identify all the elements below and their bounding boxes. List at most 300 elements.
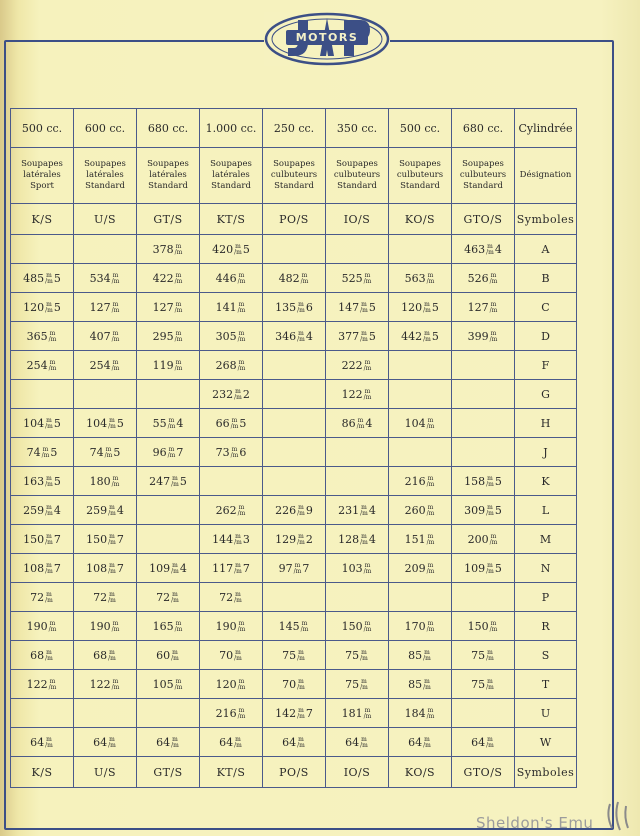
dimension-mm-value: 563 [404, 271, 426, 285]
dimension-cell [200, 699, 263, 728]
dimension-mm-value: 64 [156, 735, 171, 749]
dimension-tenths-value: 5 [53, 271, 61, 285]
dimension-mm-value: 122 [26, 677, 48, 691]
dimension-cell [200, 264, 263, 293]
dimension-cell [389, 409, 452, 438]
unit-mm: m /m [230, 445, 239, 459]
dimension-cell [389, 699, 452, 728]
dimension-cell [74, 583, 137, 612]
dimension-cell [11, 525, 74, 554]
engine-dimensions-table [10, 108, 577, 788]
unit-mm: m /m [360, 329, 368, 343]
dimension-mm-value: 485 [23, 271, 45, 285]
dimension-cell [389, 438, 452, 467]
designation-cell [200, 148, 263, 204]
unit-mm: m /m [363, 619, 372, 633]
dimension-mm-value: 128 [338, 532, 360, 546]
dimension-cell [326, 554, 389, 583]
dimension-mm-value: 72 [156, 590, 171, 604]
unit-mm: m /m [426, 271, 435, 285]
dimension-row [11, 583, 577, 612]
dimension-cell [326, 264, 389, 293]
unit-mm: m /m [234, 735, 242, 749]
dimension-cell [326, 699, 389, 728]
dimension-cell [452, 264, 515, 293]
unit-mm: m /m [423, 735, 431, 749]
designation-line: Soupapes [336, 159, 378, 169]
symbol-row-cell: IO/S [326, 204, 389, 235]
unit-mm: m /m [111, 474, 120, 488]
dimension-mm-value: 120 [23, 300, 45, 314]
dimension-cell [452, 293, 515, 322]
dimension-cell [11, 235, 74, 264]
dimension-mm-value: 446 [215, 271, 237, 285]
unit-mm: m /m [45, 300, 53, 314]
dimension-mm-value: 75 [471, 648, 486, 662]
dimension-letter: C [515, 293, 577, 322]
unit-mm: m /m [489, 619, 498, 633]
dimension-letter: W [515, 728, 577, 757]
unit-mm: m /m [486, 561, 494, 575]
unit-mm: m /m [300, 619, 309, 633]
dimension-row [11, 554, 577, 583]
unit-mm: m /m [426, 416, 435, 430]
dimension-mm-value: 378 [152, 242, 174, 256]
dimension-letter: D [515, 322, 577, 351]
unit-mm: m /m [423, 677, 431, 691]
dimension-mm-value: 86 [341, 416, 356, 430]
dimension-mm-value: 151 [404, 532, 426, 546]
unit-mm: m /m [363, 387, 372, 401]
dimension-cell [137, 351, 200, 380]
dimension-row [11, 670, 577, 699]
dimension-cell [200, 380, 263, 409]
unit-mm: m /m [45, 590, 53, 604]
dimension-row [11, 728, 577, 757]
dimension-cell [263, 322, 326, 351]
unit-mm: m /m [167, 445, 176, 459]
dimension-cell [137, 380, 200, 409]
dimension-cell [200, 670, 263, 699]
dimension-mm-value: 377 [338, 329, 360, 343]
unit-mm: m /m [360, 532, 368, 546]
dimension-mm-value: 104 [86, 416, 108, 430]
unit-mm: m /m [111, 358, 120, 372]
dimension-cell [74, 699, 137, 728]
unit-mm: m /m [297, 532, 305, 546]
dimension-cell [263, 293, 326, 322]
dimension-cell [389, 525, 452, 554]
unit-mm: m /m [297, 706, 305, 720]
capacity-row [11, 109, 577, 148]
designation-line: Standard [85, 181, 125, 191]
designation-line: Soupapes [399, 159, 441, 169]
dimension-cell [137, 612, 200, 641]
dimension-cell [74, 322, 137, 351]
dimension-cell [389, 612, 452, 641]
dimension-mm-value: 346 [275, 329, 297, 343]
dimension-mm-value: 68 [93, 648, 108, 662]
dimension-cell [74, 525, 137, 554]
dimension-cell [74, 496, 137, 525]
dimension-cell [200, 525, 263, 554]
dimension-cell [74, 235, 137, 264]
symbol-row-cell: Symboles [515, 204, 577, 235]
designation-line: latérales [149, 170, 187, 180]
dimension-mm-value: 75 [345, 677, 360, 691]
capacity-row-cell: 500 cc. [11, 109, 74, 148]
dimension-tenths-value: 2 [242, 387, 250, 401]
dimension-tenths-value: 4 [494, 242, 502, 256]
dimension-mm-value: 399 [467, 329, 489, 343]
unit-mm: m /m [171, 561, 179, 575]
symbol-row-cell: GT/S [137, 204, 200, 235]
dimension-mm-value: 105 [152, 677, 174, 691]
dimension-mm-value: 122 [341, 387, 363, 401]
dimension-mm-value: 165 [152, 619, 174, 633]
dimension-cell [263, 380, 326, 409]
designation-line: Standard [148, 181, 188, 191]
symbol-row-cell: KO/S [389, 204, 452, 235]
unit-mm: m /m [111, 329, 120, 343]
dimension-cell [11, 409, 74, 438]
dimension-cell [263, 235, 326, 264]
unit-mm: m /m [237, 329, 246, 343]
dimension-cell [200, 235, 263, 264]
dimension-mm-value: 420 [212, 242, 234, 256]
unit-mm: m /m [360, 677, 368, 691]
unit-mm: m /m [45, 648, 53, 662]
dimension-mm-value: 64 [93, 735, 108, 749]
dimension-mm-value: 534 [89, 271, 111, 285]
jap-motors-logo [264, 12, 390, 66]
symbol-row-cell: K/S [11, 204, 74, 235]
dimension-mm-value: 150 [86, 532, 108, 546]
dimension-mm-value: 526 [467, 271, 489, 285]
dimension-mm-value: 127 [152, 300, 174, 314]
dimension-cell [326, 612, 389, 641]
unit-mm: m /m [423, 300, 431, 314]
unit-mm: m /m [108, 735, 116, 749]
dimension-mm-value: 200 [467, 532, 489, 546]
dimension-cell [389, 670, 452, 699]
unit-mm: m /m [426, 503, 435, 517]
dimension-tenths-value: 4 [179, 561, 187, 575]
dimension-mm-value: 190 [89, 619, 111, 633]
unit-mm: m /m [174, 677, 183, 691]
dimension-cell [452, 380, 515, 409]
dimension-cell [389, 583, 452, 612]
unit-mm: m /m [489, 271, 498, 285]
dimension-cell [11, 496, 74, 525]
dimension-mm-value: 119 [152, 358, 174, 372]
designation-line: latérales [23, 170, 61, 180]
unit-mm: m /m [234, 532, 242, 546]
dimension-cell [326, 438, 389, 467]
designation-line: Standard [400, 181, 440, 191]
symbol-row-cell: U/S [74, 204, 137, 235]
dimension-cell [137, 264, 200, 293]
dimension-cell [200, 612, 263, 641]
dimension-cell [389, 293, 452, 322]
capacity-row-cell: 680 cc. [137, 109, 200, 148]
dimension-mm-value: 75 [471, 677, 486, 691]
dimension-mm-value: 127 [467, 300, 489, 314]
dimension-cell [137, 496, 200, 525]
dimension-cell [263, 728, 326, 757]
designation-line: Soupapes [84, 159, 126, 169]
designation-cell [515, 148, 577, 204]
unit-mm: m /m [356, 416, 365, 430]
footer-symbol-row-cell: PO/S [263, 757, 326, 788]
dimension-cell [11, 670, 74, 699]
dimension-mm-value: 163 [23, 474, 45, 488]
dimension-cell [389, 467, 452, 496]
dimension-cell [263, 641, 326, 670]
dimension-mm-value: 120 [215, 677, 237, 691]
dimension-cell [11, 641, 74, 670]
dimension-row [11, 525, 577, 554]
unit-mm: m /m [237, 706, 246, 720]
dimension-cell [389, 641, 452, 670]
unit-mm: m /m [171, 735, 179, 749]
designation-cell [74, 148, 137, 204]
dimension-tenths-value: 5 [53, 416, 61, 430]
dimension-mm-value: 64 [408, 735, 423, 749]
designation-line: Soupapes [21, 159, 63, 169]
unit-mm: m /m [108, 532, 116, 546]
dimension-mm-value: 190 [215, 619, 237, 633]
dimension-row [11, 641, 577, 670]
dimension-tenths-value: 5 [368, 300, 376, 314]
dimension-row [11, 438, 577, 467]
dimension-letter: M [515, 525, 577, 554]
dimension-mm-value: 422 [152, 271, 174, 285]
symbol-row-cell: GTO/S [452, 204, 515, 235]
unit-mm: m /m [489, 329, 498, 343]
dimension-mm-value: 64 [219, 735, 234, 749]
dimension-tenths-value: 4 [368, 532, 376, 546]
unit-mm: m /m [489, 532, 498, 546]
dimension-cell [389, 351, 452, 380]
dimension-mm-value: 122 [89, 677, 111, 691]
dimension-mm-value: 117 [212, 561, 234, 575]
dimension-cell [137, 235, 200, 264]
unit-mm: m /m [426, 474, 435, 488]
dimension-tenths-value: 4 [305, 329, 313, 343]
dimension-cell [137, 583, 200, 612]
designation-cell [452, 148, 515, 204]
designation-line: Standard [211, 181, 251, 191]
unit-mm: m /m [48, 677, 57, 691]
unit-mm: m /m [104, 445, 113, 459]
capacity-row-cell: 680 cc. [452, 109, 515, 148]
dimension-mm-value: 144 [212, 532, 234, 546]
dimension-mm-value: 72 [93, 590, 108, 604]
dimension-cell [200, 409, 263, 438]
dimension-mm-value: 97 [278, 561, 293, 575]
dimension-row [11, 467, 577, 496]
dimension-mm-value: 268 [215, 358, 237, 372]
capacity-row-cell: Cylindrée [515, 109, 577, 148]
dimension-tenths-value: 2 [305, 532, 313, 546]
dimension-mm-value: 127 [89, 300, 111, 314]
dimension-letter: L [515, 496, 577, 525]
dimension-cell [326, 351, 389, 380]
footer-symbol-row-cell: KT/S [200, 757, 263, 788]
corner-ornament [604, 798, 634, 834]
dimension-tenths-value: 5 [494, 474, 502, 488]
dimension-mm-value: 64 [345, 735, 360, 749]
dimension-mm-value: 108 [86, 561, 108, 575]
dimension-mm-value: 75 [345, 648, 360, 662]
dimension-mm-value: 365 [26, 329, 48, 343]
dimension-mm-value: 96 [152, 445, 167, 459]
dimension-mm-value: 254 [89, 358, 111, 372]
unit-mm: m /m [171, 648, 179, 662]
dimension-tenths-value: 5 [239, 416, 247, 430]
dimension-cell [11, 351, 74, 380]
dimension-cell [74, 380, 137, 409]
designation-line: Soupapes [147, 159, 189, 169]
dimension-mm-value: 260 [404, 503, 426, 517]
dimension-cell [452, 583, 515, 612]
dimension-cell [74, 438, 137, 467]
dimension-tenths-value: 5 [431, 329, 439, 343]
dimension-cell [452, 554, 515, 583]
dimension-cell [326, 235, 389, 264]
dimension-tenths-value: 7 [116, 561, 124, 575]
dimension-mm-value: 216 [404, 474, 426, 488]
unit-mm: m /m [360, 735, 368, 749]
unit-mm: m /m [111, 300, 120, 314]
dimension-cell [326, 467, 389, 496]
dimension-cell [452, 496, 515, 525]
unit-mm: m /m [486, 474, 494, 488]
dimension-tenths-value: 7 [116, 532, 124, 546]
dimension-tenths-value: 7 [53, 532, 61, 546]
dimension-mm-value: 482 [278, 271, 300, 285]
dimension-mm-value: 231 [338, 503, 360, 517]
unit-mm: m /m [108, 648, 116, 662]
dimension-letter: S [515, 641, 577, 670]
dimension-letter: P [515, 583, 577, 612]
dimension-letter: B [515, 264, 577, 293]
dimension-tenths-value: 3 [242, 532, 250, 546]
dimension-mm-value: 104 [23, 416, 45, 430]
dimension-cell [74, 728, 137, 757]
dimension-tenths-value: 4 [365, 416, 373, 430]
unit-mm: m /m [174, 271, 183, 285]
dimension-cell [200, 641, 263, 670]
dimension-tenths-value: 5 [53, 300, 61, 314]
dimension-cell [200, 438, 263, 467]
designation-line: culbuteurs [396, 170, 444, 180]
dimension-cell [263, 583, 326, 612]
dimension-cell [74, 351, 137, 380]
footer-symbol-row-cell: U/S [74, 757, 137, 788]
dimension-letter: N [515, 554, 577, 583]
dimension-cell [326, 583, 389, 612]
dimension-row [11, 409, 577, 438]
designation-cell [389, 148, 452, 204]
unit-mm: m /m [360, 503, 368, 517]
unit-mm: m /m [486, 648, 494, 662]
dimension-cell [263, 612, 326, 641]
dimension-mm-value: 259 [23, 503, 45, 517]
unit-mm: m /m [234, 387, 242, 401]
unit-mm: m /m [237, 358, 246, 372]
dimension-cell [263, 699, 326, 728]
capacity-row-cell: 250 cc. [263, 109, 326, 148]
designation-line: Désignation [519, 170, 572, 180]
dimension-cell [452, 322, 515, 351]
unit-mm: m /m [45, 532, 53, 546]
dimension-mm-value: 66 [215, 416, 230, 430]
unit-mm: m /m [234, 590, 242, 604]
dimension-cell [263, 467, 326, 496]
dimension-cell [263, 525, 326, 554]
footer-symbol-row-cell: K/S [11, 757, 74, 788]
capacity-row-cell: 1.000 cc. [200, 109, 263, 148]
dimension-tenths-value: 9 [305, 503, 313, 517]
dimension-cell [263, 264, 326, 293]
dimension-cell [452, 525, 515, 554]
dimension-mm-value: 147 [338, 300, 360, 314]
dimension-cell [326, 525, 389, 554]
unit-mm: m /m [423, 648, 431, 662]
unit-mm: m /m [297, 648, 305, 662]
dimension-mm-value: 232 [212, 387, 234, 401]
dimension-tenths-value: 5 [494, 561, 502, 575]
unit-mm: m /m [171, 590, 179, 604]
dimension-cell [200, 728, 263, 757]
dimension-tenths-value: 7 [176, 445, 184, 459]
dimension-letter: A [515, 235, 577, 264]
dimension-cell [11, 728, 74, 757]
dimension-cell [11, 699, 74, 728]
dimension-cell [74, 554, 137, 583]
dimension-mm-value: 135 [275, 300, 297, 314]
dimension-tenths-value: 7 [242, 561, 250, 575]
dimension-mm-value: 145 [278, 619, 300, 633]
dimension-cell [452, 351, 515, 380]
dimension-mm-value: 150 [467, 619, 489, 633]
dimension-cell [452, 235, 515, 264]
dimension-mm-value: 222 [341, 358, 363, 372]
unit-mm: m /m [48, 329, 57, 343]
dimension-cell [200, 293, 263, 322]
unit-mm: m /m [45, 735, 53, 749]
designation-line: Soupapes [462, 159, 504, 169]
dimension-cell [11, 554, 74, 583]
dimension-mm-value: 108 [23, 561, 45, 575]
dimension-cell [137, 409, 200, 438]
dimension-cell [11, 322, 74, 351]
dimension-mm-value: 72 [30, 590, 45, 604]
unit-mm: m /m [363, 706, 372, 720]
designation-line: Standard [463, 181, 503, 191]
dimension-mm-value: 295 [152, 329, 174, 343]
dimension-cell [137, 525, 200, 554]
dimension-mm-value: 55 [152, 416, 167, 430]
unit-mm: m /m [297, 329, 305, 343]
footer-symbol-row-cell: GT/S [137, 757, 200, 788]
dimension-mm-value: 442 [401, 329, 423, 343]
dimension-mm-value: 64 [30, 735, 45, 749]
dimension-tenths-value: 5 [116, 416, 124, 430]
dimension-mm-value: 190 [26, 619, 48, 633]
